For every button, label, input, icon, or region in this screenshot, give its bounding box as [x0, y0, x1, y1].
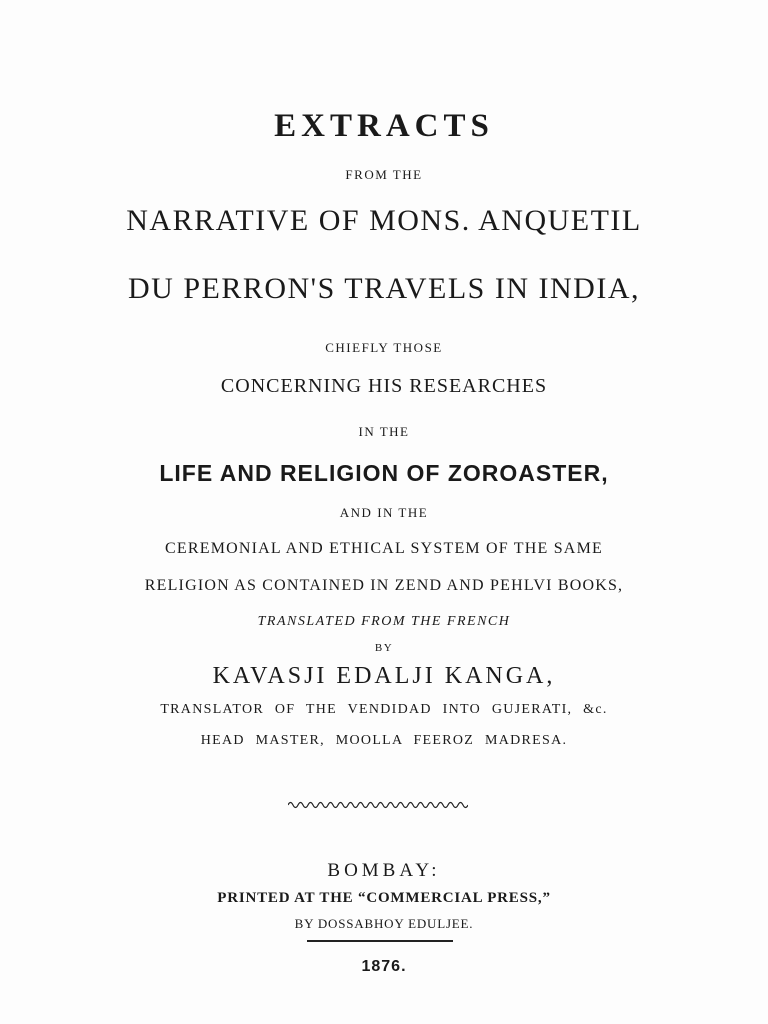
imprint-year: 1876.: [361, 958, 407, 975]
imprint-city: BOMBAY:: [327, 860, 441, 881]
chiefly-those-text: CHIEFLY THOSE: [325, 340, 443, 355]
imprint-rule: [307, 940, 453, 942]
in-the-text: IN THE: [358, 424, 410, 439]
extracts-heading: EXTRACTS: [274, 108, 494, 144]
translated-text: TRANSLATED FROM THE FRENCH: [257, 614, 511, 629]
life-religion-heading: LIFE AND RELIGION OF ZOROASTER,: [159, 460, 609, 486]
from-the-text: FROM THE: [345, 167, 423, 182]
translator-credit: TRANSLATOR OF THE VENDIDAD INTO GUJERATI, &c.: [160, 702, 608, 717]
ceremonial-text: CEREMONIAL AND ETHICAL SYSTEM OF THE SAME: [165, 540, 603, 557]
narrative-title-line-2: DU PERRON'S TRAVELS IN INDIA,: [127, 272, 640, 305]
by-text: BY: [374, 642, 394, 654]
and-in-the-text: AND IN THE: [339, 505, 429, 520]
imprint-printed-at: PRINTED AT THE “COMMERCIAL PRESS,”: [217, 890, 551, 906]
concerning-text: CONCERNING HIS RESEARCHES: [220, 375, 548, 397]
head-master-credit: HEAD MASTER, MOOLLA FEEROZ MADRESA.: [200, 733, 568, 748]
religion-books-text: RELIGION AS CONTAINED IN ZEND AND PEHLVI BOOKS,: [144, 577, 624, 594]
author-name: KAVASJI EDALJI KANGA,: [212, 663, 556, 689]
imprint-printer: BY DOSSABHOY EDULJEE.: [294, 916, 474, 931]
narrative-title-line-1: NARRATIVE OF MONS. ANQUETIL: [126, 204, 642, 237]
wavy-rule-ornament-icon: [288, 799, 468, 811]
